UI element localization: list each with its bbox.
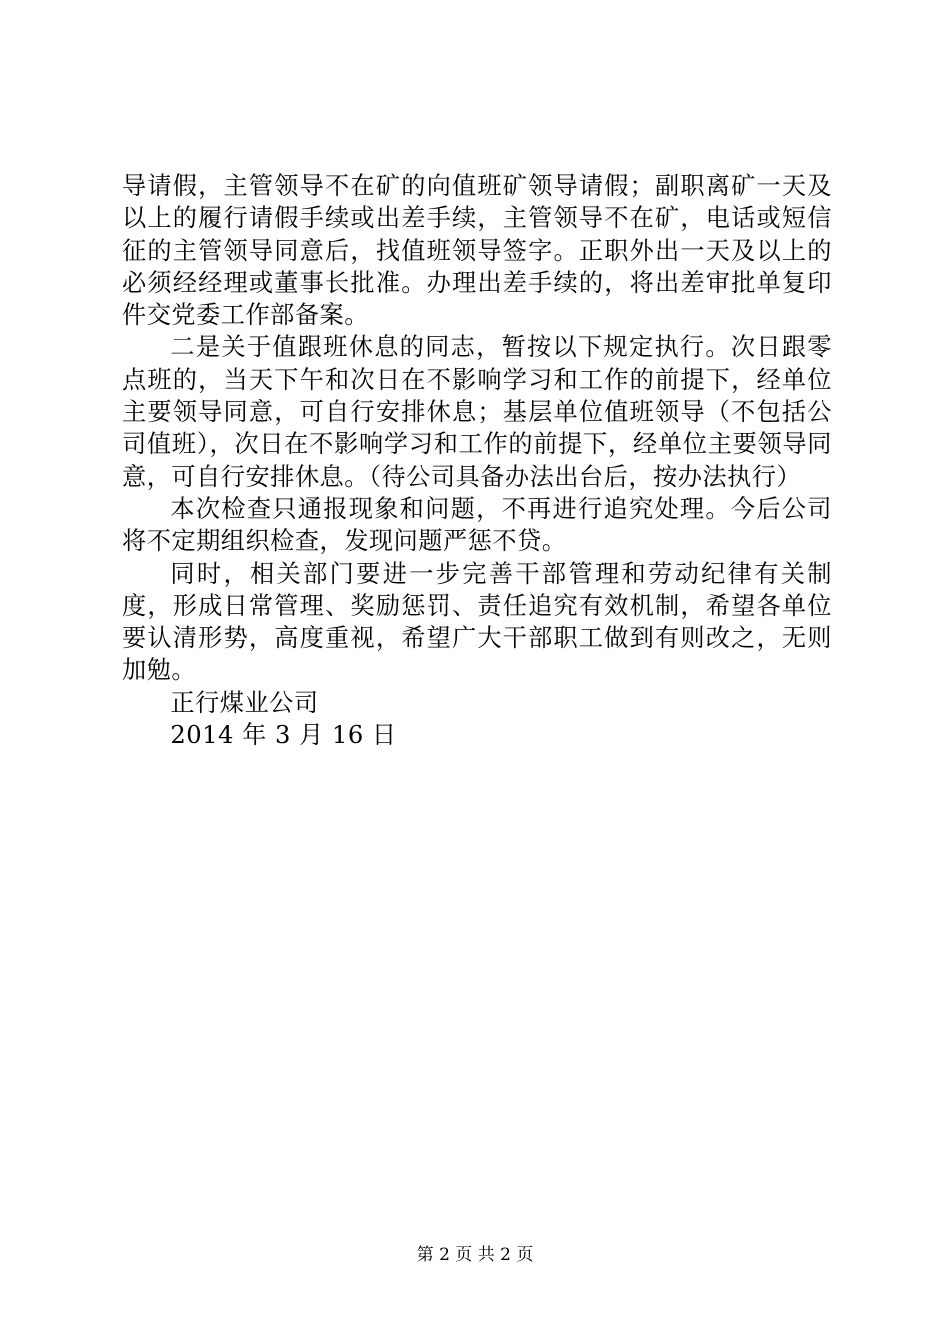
page-number: 第 2 页 共 2 页 [416, 1245, 534, 1265]
page-footer [0, 1244, 950, 1266]
paragraph-1: 导请假，主管领导不在矿的向值班矿领导请假；副职离矿一天及以上的履行请假手续或出差手续，主管领导不在矿，电话或短信征的主管领导同意后，找值班领导签字。正职外出一天及以上的必须经经理或董事长批准。办理出差手续的，将出差审批单复印件交党委工作部备案。 [122, 172, 832, 330]
signature-company: 正行煤业公司 [170, 688, 319, 717]
paragraph-2: 二是关于值跟班休息的同志，暂按以下规定执行。次日跟零点班的，当天下午和次日在不影响学习和工作的前提下，经单位主要领导同意，可自行安排休息；基层单位值班领导（不包括公司值班），次日在不影响学习和工作的前提下，经单位主要领导同意，可自行安排休息。（待公司具备办法出台后，按办法执行） [122, 333, 832, 491]
paragraph-4: 同时，相关部门要进一步完善干部管理和劳动纪律有关制度，形成日常管理、奖励惩罚、责任追究有效机制，希望各单位要认清形势，高度重视，希望广大干部职工做到有则改之，无则加勉。 [122, 559, 832, 685]
signature-date: 2014 年 3 月 16 日 [170, 721, 397, 750]
document-body [122, 170, 832, 751]
paragraph-3: 本次检查只通报现象和问题，不再进行追究处理。今后公司将不定期组织检查，发现问题严惩不贷。 [122, 494, 832, 556]
